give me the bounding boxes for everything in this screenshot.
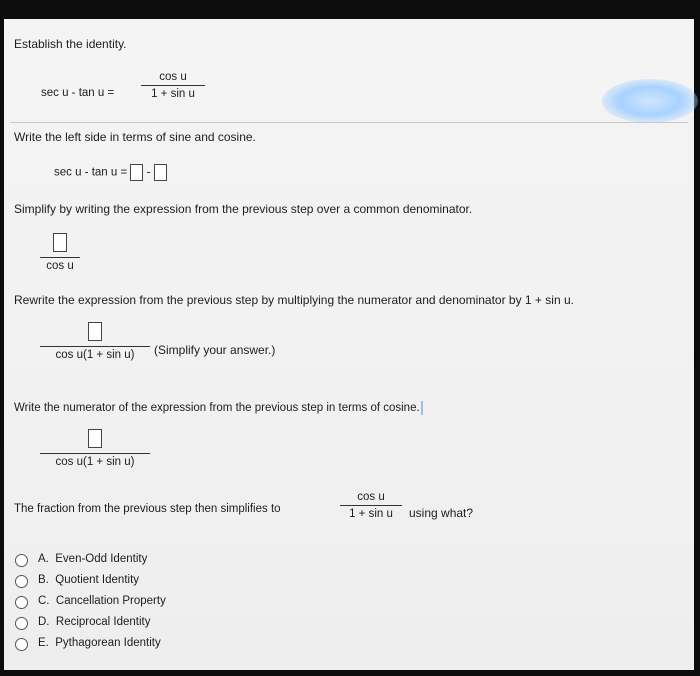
option-a-radio[interactable] xyxy=(15,554,28,567)
step4-prompt: Write the numerator of the expression from the previous step in terms of cosine. xyxy=(14,401,423,415)
identity-numerator: cos u xyxy=(159,71,187,83)
question-fraction xyxy=(340,491,402,520)
question-text-before: The fraction from the previous step then simplifies to xyxy=(14,503,281,515)
step2-fraction xyxy=(40,233,80,272)
step3-prompt: Rewrite the expression from the previous step by multiplying the numerator and denominator by 1 + sin u. xyxy=(14,293,574,307)
step1-answer-box-2[interactable] xyxy=(154,164,167,181)
identity-lhs: sec u - tan u = xyxy=(41,87,115,99)
question-numerator: cos u xyxy=(357,491,385,503)
step4-numerator-box[interactable] xyxy=(88,429,102,448)
step4-fraction xyxy=(40,429,150,468)
problem-page xyxy=(4,19,694,670)
text-cursor xyxy=(421,401,423,415)
step1-expression xyxy=(54,164,167,181)
fraction-bar xyxy=(40,257,80,258)
fraction-bar xyxy=(141,85,205,86)
identity-fraction xyxy=(141,71,205,100)
question-text-after: using what? xyxy=(409,506,474,520)
minus-sign: - xyxy=(146,166,151,179)
step2-numerator-box[interactable] xyxy=(53,233,67,252)
step2-prompt: Simplify by writing the expression from the previous step over a common denominator. xyxy=(14,202,473,216)
divider xyxy=(10,122,688,123)
step3-numerator-box[interactable] xyxy=(88,322,102,341)
step1-prompt: Write the left side in terms of sine and cosine. xyxy=(14,130,256,144)
option-c-radio[interactable] xyxy=(15,596,28,609)
option-e-radio[interactable] xyxy=(15,638,28,651)
identity-denominator: 1 + sin u xyxy=(151,88,195,100)
option-d-radio[interactable] xyxy=(15,617,28,630)
option-d[interactable]: D. Reciprocal Identity xyxy=(38,616,151,628)
fraction-bar xyxy=(340,505,402,506)
step3-denominator: cos u(1 + sin u) xyxy=(55,349,135,361)
screen-glare xyxy=(602,79,698,123)
step1-answer-box-1[interactable] xyxy=(130,164,143,181)
step4-denominator: cos u(1 + sin u) xyxy=(55,456,135,468)
step2-denominator: cos u xyxy=(46,260,74,272)
option-b-radio[interactable] xyxy=(15,575,28,588)
fraction-bar xyxy=(40,453,150,454)
fraction-bar xyxy=(40,346,150,347)
instruction: Establish the identity. xyxy=(14,37,127,51)
step3-fraction xyxy=(40,322,150,361)
option-c[interactable]: C. Cancellation Property xyxy=(38,595,166,607)
question-denominator: 1 + sin u xyxy=(349,508,393,520)
simplify-hint: (Simplify your answer.) xyxy=(154,343,276,357)
option-e[interactable]: E. Pythagorean Identity xyxy=(38,637,161,649)
option-a[interactable]: A. Even-Odd Identity xyxy=(38,553,148,565)
option-b[interactable]: B. Quotient Identity xyxy=(38,574,140,586)
step1-lhs: sec u - tan u = xyxy=(54,166,128,179)
